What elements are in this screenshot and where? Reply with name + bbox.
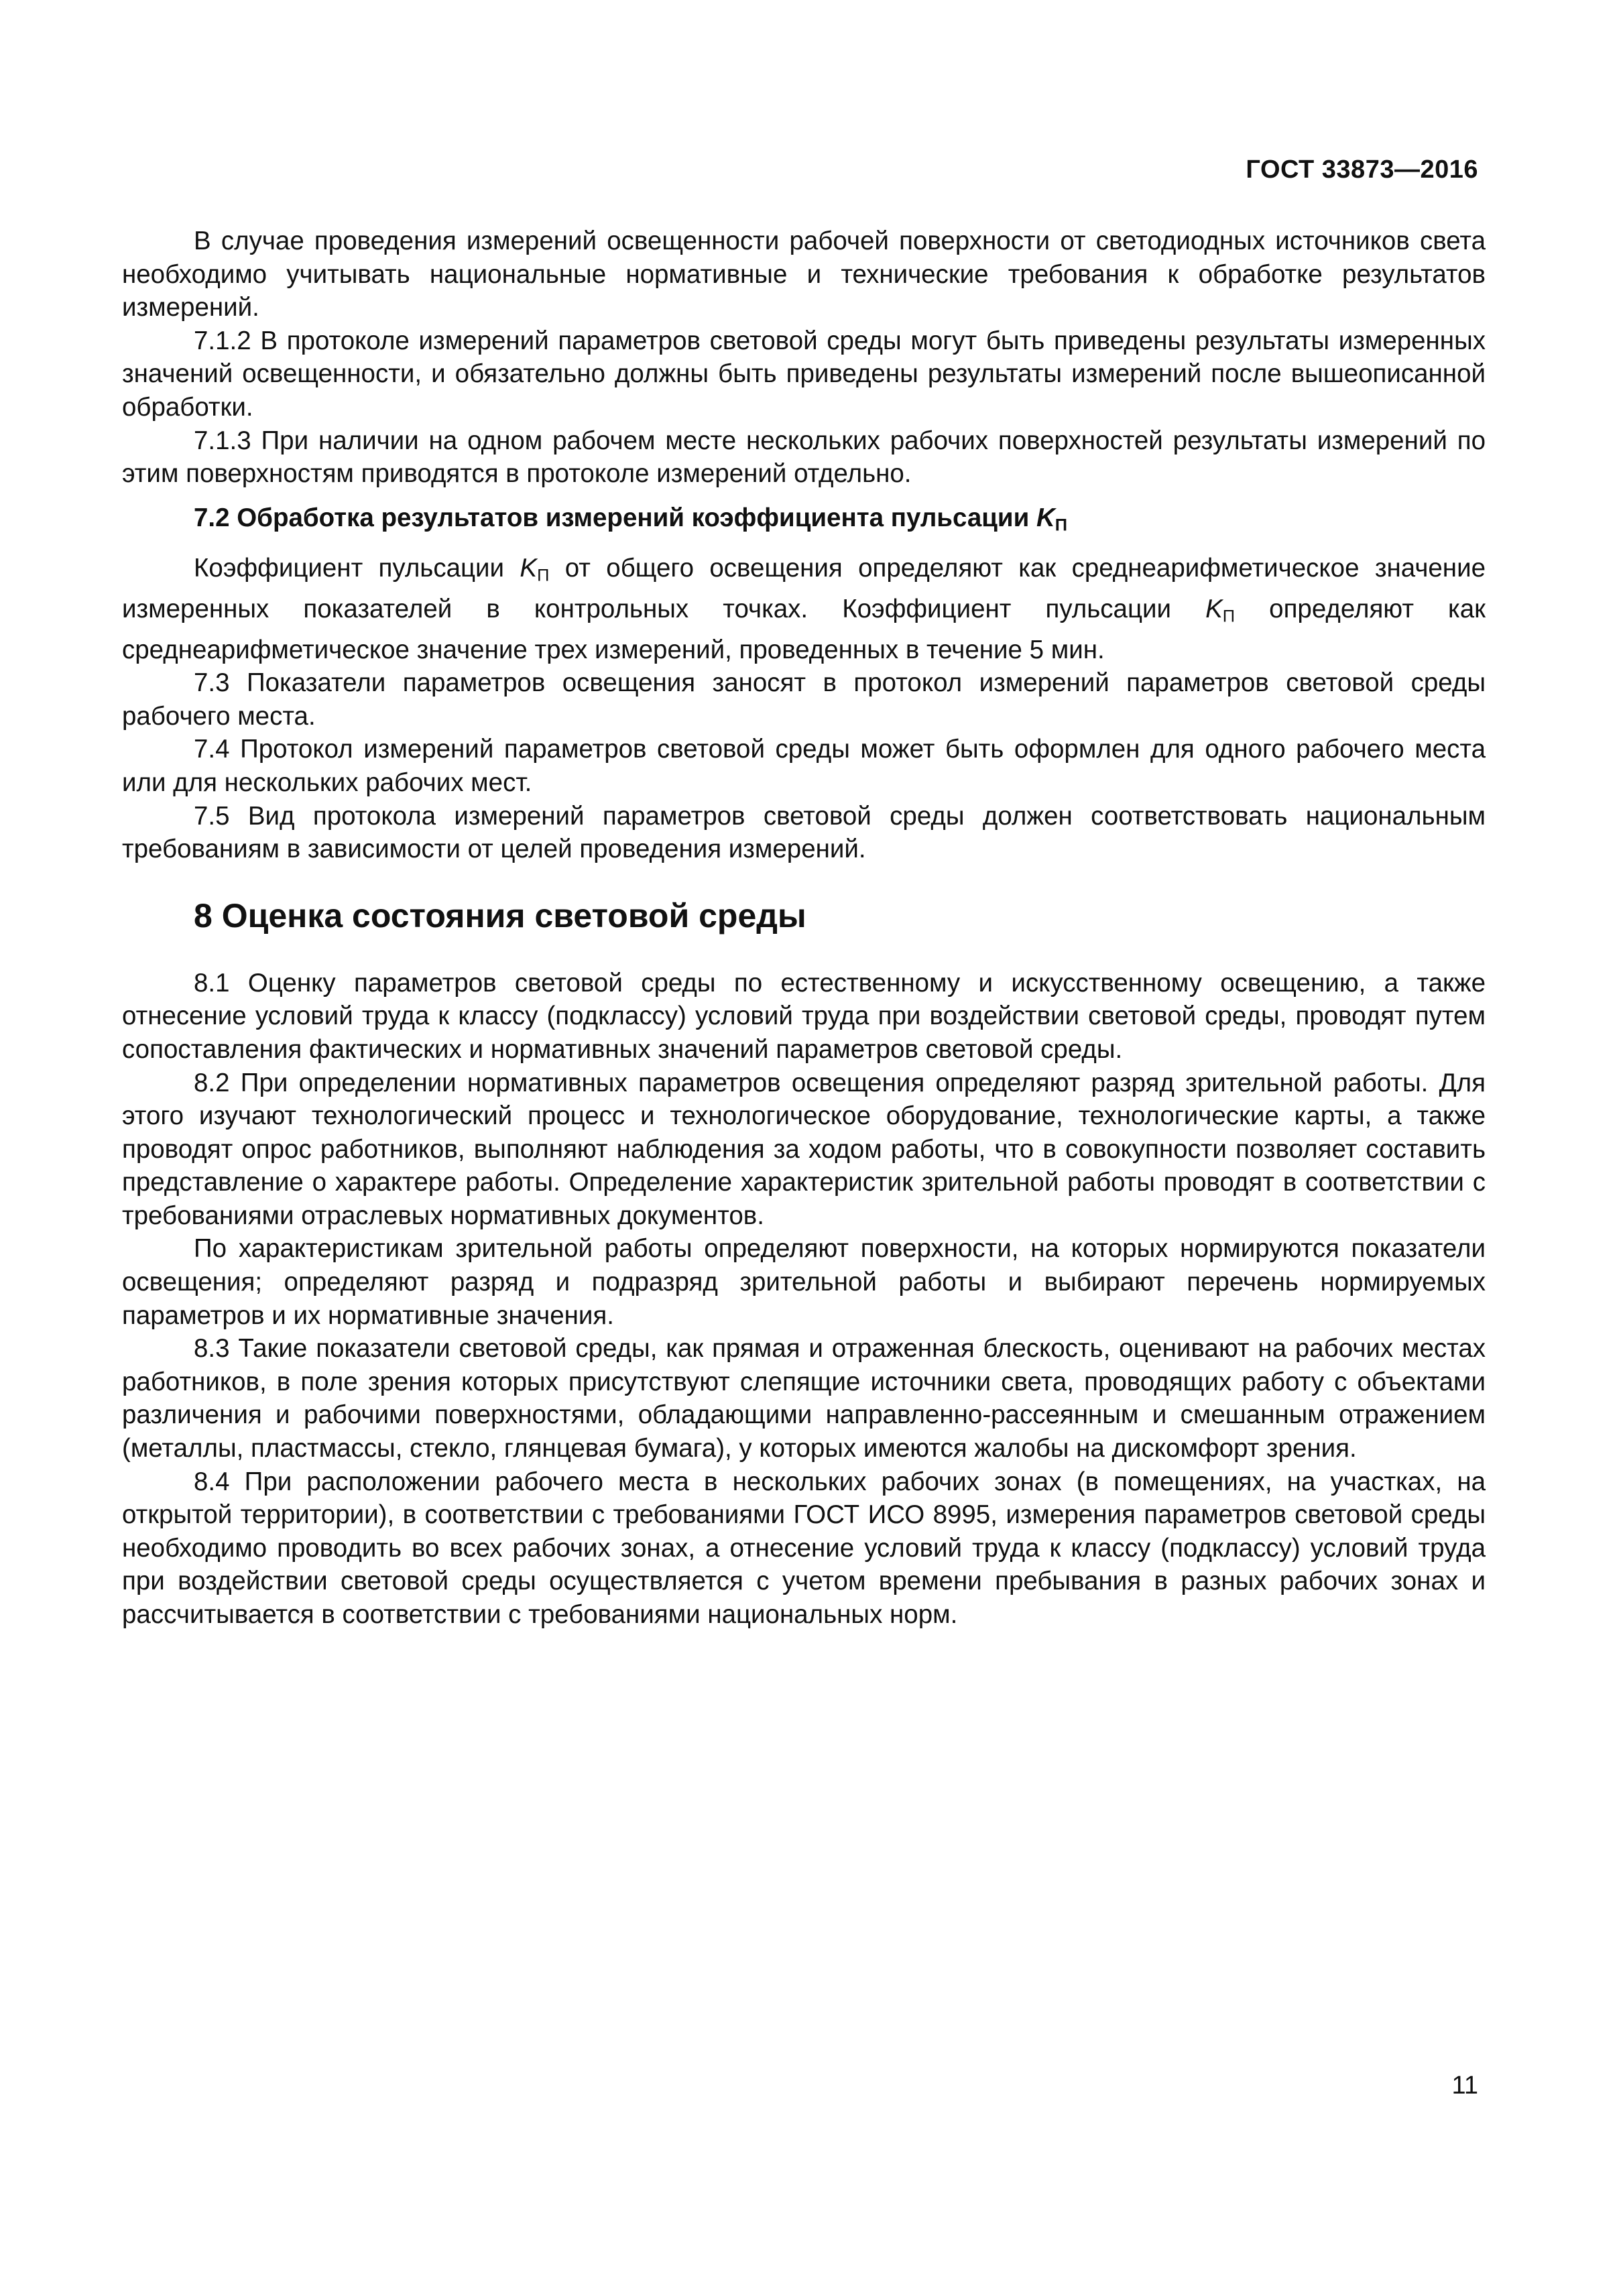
paragraph-7-2: Коэффициент пульсации KП от общего освещения определяют как среднеарифметическое значение измеренных показателей в контрольных точках. Коэффициент пульсации KП определяют как среднеарифметическое значение трех измерений, проведенных в течение 5 мин. [122, 553, 1486, 664]
paragraph-8-2: 8.2 При определении нормативных параметров освещения определяют разряд зрительной работы. Для этого изучают технологический процесс и технологическое оборудование, технологические карты, а также проводят опрос работников, выполняют наблюдения за ходом работы, что в совокупности позволяет составить представление о характере работы. Определение характеристик зрительной работы проводят в соответствии с требованиями отраслевых нормативных документов. [122, 1068, 1486, 1230]
k-symbol: KП [520, 553, 550, 585]
paragraph-8-1: 8.1 Оценку параметров световой среды по естественному и искусственному освещению, а также отнесение условий труда к классу (подклассу) условий труда при воздействии световой среды, проводят путем сопоставления фактических и нормативных значений параметров световой среды. [122, 968, 1486, 1064]
paragraph-8-4: 8.4 При расположении рабочего места в нескольких рабочих зонах (в помещениях, на участках, на открытой территории), в соответствии с требованиями ГОСТ ИСО 8995, измерения параметров световой среды необходимо проводить во всех рабочих зонах, а отнесение условий труда к классу (подклассу) условий труда при воздействии световой среды осуществляется с учетом времени пребывания в разных рабочих зонах и рассчитывается в соответствии с требованиями национальных норм. [122, 1467, 1486, 1629]
paragraph-7-3: 7.3 Показатели параметров освещения заносят в протокол измерений параметров световой среды рабочего места. [122, 668, 1486, 731]
paragraph-7-1-3: 7.1.3 При наличии на одном рабочем месте нескольких рабочих поверхностей результаты измерений по этим поверхностям приводятся в протоколе измерений отдельно. [122, 426, 1486, 489]
heading-7-2 [122, 501, 1486, 542]
paragraph-7-1-2: 7.1.2 В протоколе измерений параметров световой среды могут быть приведены результаты измеренных значений освещенности, и обязательно должны быть приведены результаты измерений после вышеописанной обработки. [122, 326, 1486, 422]
paragraph-7-5: 7.5 Вид протокола измерений параметров световой среды должен соответствовать национальным требованиям в зависимости от целей проведения измерений. [122, 801, 1486, 864]
heading-section-8: 8 Оценка состояния световой среды [194, 896, 806, 934]
paragraph-7-1-0: В случае проведения измерений освещенности рабочей поверхности от светодиодных источников света необходимо учитывать национальные нормативные и технические требования к обработке результатов измерений. [122, 227, 1486, 322]
paragraph-8-2-continued: По характеристикам зрительной работы определяют поверхности, на которых нормируются показатели освещения; определяют разряд и подразряд зрительной работы и выбирают перечень нормируемых параметров и их нормативные значения. [122, 1234, 1486, 1330]
paragraph-7-4: 7.4 Протокол измерений параметров световой среды может быть оформлен для одного рабочего места или для нескольких рабочих мест. [122, 735, 1486, 797]
paragraph-8-3: 8.3 Такие показатели световой среды, как прямая и отраженная блескость, оценивают на рабочих местах работников, в поле зрения которых присутствуют слепящие источники света, проводящих работу с объектами различения и рабочими поверхностями, обладающими направленно-рассеянным и смешанным отражением (металлы, пластмассы, стекло, глянцевая бумага), у которых имеются жалобы на дискомфорт зрения. [122, 1334, 1486, 1463]
k-symbol: KП [1205, 594, 1236, 625]
standard-code-header: ГОСТ 33873—2016 [1246, 156, 1478, 184]
document-body [122, 225, 1486, 1632]
page-number: 11 [1451, 2071, 1478, 2100]
heading-7-2-text: 7.2 Обработка результатов измерений коэффициента пульсации [194, 503, 1030, 532]
k-symbol: KП [1036, 503, 1068, 535]
